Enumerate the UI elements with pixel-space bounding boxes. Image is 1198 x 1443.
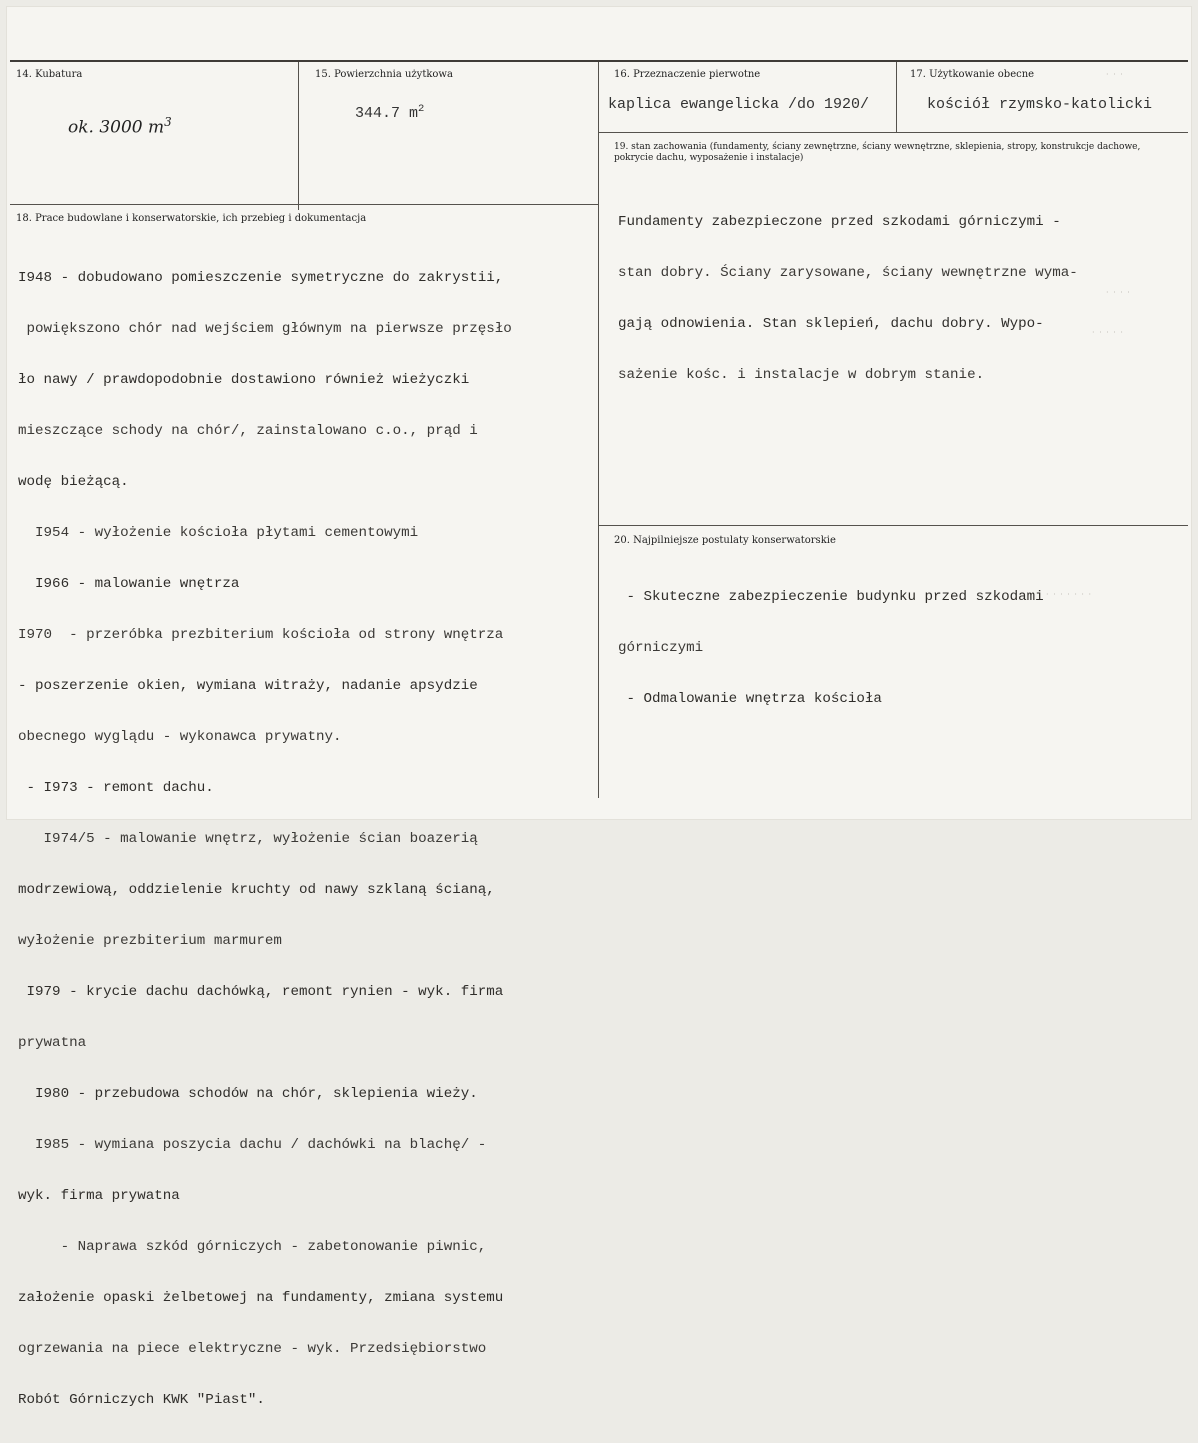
field-18-line: założenie opaski żelbetowej na fundamenty, zmiana systemu [18,1290,504,1306]
divider-16-17 [896,62,897,132]
field-18-line: I970 - przeróbka prezbiterium kościoła od strony wnętrza [18,627,504,643]
field-18-line: wyłożenie prezbiterium marmurem [18,933,282,949]
field-16-value: kaplica ewangelicka /do 1920/ [608,96,870,113]
field-19-text [618,180,1078,418]
field-18-line: ło nawy / prawdopodobnie dostawiono również wieżyczki [18,372,470,388]
field-15-value-text: 344.7 m [355,105,419,122]
field-20-text [618,555,1044,742]
field-18-line: mieszczące schody na chór/, zainstalowano c.o., prąd i [18,423,478,439]
faint-bleed-through: · · · · · · · [1046,590,1093,599]
field-20-line: - Skuteczne zabezpieczenie budynku przed szkodami [618,589,1044,605]
faint-bleed-through: · · · · · [1092,328,1124,337]
field-18-line: powiększono chór nad wejściem głównym na pierwsze przęsło [18,321,512,337]
field-18-line: I966 - malowanie wnętrza [18,576,240,592]
field-19-label: 19. stan zachowania (fundamenty, ściany zewnętrzne, ściany wewnętrzne, sklepienia, stropy, konstrukcje dachowe, pokrycie dachu, wyposażenie i instalacje) [614,142,1141,163]
field-14-value-text: ok. 3000 m [68,117,165,138]
field-18-line: I974/5 - malowanie wnętrz, wyłożenie ścian boazerią [18,831,478,847]
field-20-line: - Odmalowanie wnętrza kościoła [618,691,882,707]
field-18-line: - poszerzenie okien, wymiana witraży, nadanie apsydzie [18,678,478,694]
line-under-14-15 [10,204,598,205]
main-divider [598,62,599,798]
field-19-line: stan dobry. Ściany zarysowane, ściany wewnętrzne wyma- [618,265,1078,281]
field-15-label: 15. Powierzchnia użytkowa [315,69,453,80]
field-14-unit-sup: 3 [164,115,172,129]
field-19-line: sażenie kośc. i instalacje w dobrym stanie. [618,367,985,383]
field-14-label: 14. Kubatura [16,69,83,80]
field-18-line: ogrzewania na piece elektryczne - wyk. Przedsiębiorstwo [18,1341,487,1357]
field-20-line: górniczymi [618,640,704,656]
field-18-line: - I973 - remont dachu. [18,780,214,796]
faint-bleed-through: · · · [1106,70,1124,79]
field-17-value: kościół rzymsko-katolicki [927,96,1153,113]
field-18-line: wyk. firma prywatna [18,1188,180,1204]
inventory-card [6,6,1192,1408]
field-18-text [18,236,512,1443]
field-18-line: obecnego wyglądu - wykonawca prywatny. [18,729,342,745]
field-17-label: 17. Użytkowanie obecne [910,69,1035,80]
divider-14-15 [298,62,299,210]
field-18-line: modrzewiową, oddzielenie kruchty od nawy szklaną ścianą, [18,882,495,898]
field-18-line: - Naprawa szkód górniczych - zabetonowanie piwnic, [18,1239,487,1255]
field-18-label: 18. Prace budowlane i konserwatorskie, ich przebieg i dokumentacja [16,213,367,224]
field-16-label: 16. Przeznaczenie pierwotne [614,69,761,80]
field-18-line: I980 - przebudowa schodów na chór, sklepienia wieży. [18,1086,478,1102]
field-19-line: gają odnowienia. Stan sklepień, dachu dobry. Wypo- [618,316,1044,332]
field-20-label: 20. Najpilniejsze postulaty konserwatorskie [614,535,836,546]
faint-bleed-through: · · · · [1106,288,1131,297]
field-18-line: wodę bieżącą. [18,474,129,490]
field-18-line: Robót Górniczych KWK "Piast". [18,1392,265,1408]
field-15-unit-sup: 2 [418,103,425,115]
top-border [10,60,1188,62]
field-15-value [355,103,424,122]
field-19-line: Fundamenty zabezpieczone przed szkodami górniczymi - [618,214,1061,230]
field-18-line: I948 - dobudowano pomieszczenie symetryczne do zakrystii, [18,270,504,286]
field-18-line: I979 - krycie dachu dachówką, remont rynien - wyk. firma [18,984,504,1000]
field-18-line: prywatna [18,1035,87,1051]
field-18-line: I985 - wymiana poszycia dachu / dachówki na blachę/ - [18,1137,487,1153]
line-under-16-17 [598,132,1188,133]
line-under-19 [598,525,1188,526]
field-18-line: I954 - wyłożenie kościoła płytami cementowymi [18,525,419,541]
field-14-value [68,115,172,138]
